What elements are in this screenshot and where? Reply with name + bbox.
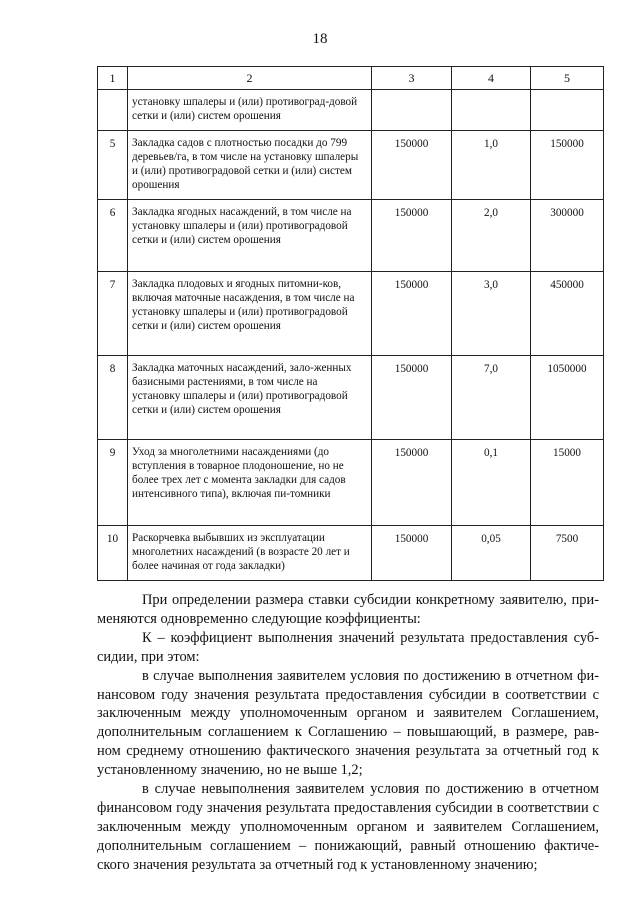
table-row	[98, 440, 604, 526]
row-rate: 150000	[394, 207, 429, 219]
row-number: 5	[109, 138, 116, 150]
row-description: Уход за многолетними насаждениями (до вступления в товарное плодоношение, но не более трех лет с момента закладки для садов интенсивного типа), включая пи-томники	[132, 446, 346, 500]
header-cell-3: 3	[372, 67, 452, 90]
row-number: 10	[106, 533, 119, 545]
row-number: 7	[109, 279, 116, 291]
row-description: установку шпалеры и (или) противоград-довой сетки и (или) систем орошения	[132, 96, 358, 122]
row-total: 7500	[555, 533, 579, 545]
rates-table	[97, 66, 604, 581]
table-row	[98, 90, 604, 131]
header-cell-4: 4	[452, 67, 531, 90]
row-rate: 150000	[394, 533, 429, 545]
row-description: Закладка маточных насаждений, зало-женных базисными растениями, в том числе на установку шпалеры и (или) противоградовой сетки и (или) систем орошения	[132, 362, 352, 416]
row-coefficient	[452, 90, 530, 96]
row-description: Закладка ягодных насаждений, в том числе на установку шпалеры и (или) противоградовой сетки и (или) систем орошения	[132, 206, 352, 246]
paragraph: К – коэффициент выполнения значений результата предоставления суб-сидии, при этом:	[97, 629, 599, 665]
row-number: 9	[109, 447, 116, 459]
table-header-row	[98, 67, 604, 90]
page-number: 18	[312, 31, 328, 47]
row-rate: 150000	[394, 363, 429, 375]
row-rate	[372, 90, 451, 96]
row-coefficient: 3,0	[484, 279, 498, 291]
row-coefficient: 7,0	[484, 363, 498, 375]
header-cell-2: 2	[128, 67, 372, 90]
table-row	[98, 131, 604, 200]
row-total: 15000	[553, 447, 581, 459]
row-rate: 150000	[394, 447, 429, 459]
row-rate: 150000	[394, 279, 429, 291]
row-total: 150000	[550, 138, 584, 150]
row-description: Закладка плодовых и ягодных питомни-ков, включая маточные насаждения, в том числе на установку шпалеры и (или) противоградовой сетки и (или) систем орошения	[132, 278, 355, 332]
row-total: 1050000	[547, 363, 587, 375]
paragraph: в случае выполнения заявителем условия по достижению в отчетном фи-нансовом году значения результата предоставления субсидии в соответствии с заключенным между уполномоченным органом и заявителем Соглашением, дополнительным соглашением к Соглашению – повышающий, в размере, рав-ном среднему отношению фактического значения результата за отчетный год к установленному значению, но не выше 1,2;	[97, 667, 599, 779]
body-text	[97, 591, 599, 875]
header-cell-5: 5	[531, 67, 604, 90]
row-number: 6	[109, 207, 116, 219]
row-description: Закладка садов с плотностью посадки до 799 деревьев/га, в том числе на установку шпалеры и (или) противоградовой сетки и (или) систем орошения	[132, 137, 359, 191]
table-row	[98, 526, 604, 581]
row-rate: 150000	[394, 138, 429, 150]
row-coefficient: 2,0	[484, 207, 498, 219]
row-description: Раскорчевка выбывших из эксплуатации многолетних насаждений (в возрасте 20 лет и более начиная от года закладки)	[132, 532, 350, 572]
paragraph: При определении размера ставки субсидии конкретному заявителю, при-меняются одновременно следующие коэффициенты:	[97, 592, 599, 627]
table-row	[98, 356, 604, 440]
table-row	[98, 272, 604, 356]
row-coefficient: 0,1	[484, 447, 498, 459]
table-row	[98, 200, 604, 272]
header-cell-1: 1	[98, 67, 128, 90]
row-coefficient: 0,05	[481, 533, 501, 545]
row-number: 8	[109, 363, 116, 375]
paragraph: в случае невыполнения заявителем условия по достижению в отчетном финансовом году значения результата предоставления субсидии в соответствии с заключенным между уполномоченным органом и заявителем Соглашением, дополнительным соглашением – понижающий, равный отношению фактиче-ского значения результата за отчетный год к установленному значению;	[97, 781, 599, 873]
row-number	[98, 90, 127, 96]
row-total: 300000	[550, 207, 584, 219]
row-total	[531, 90, 603, 96]
row-coefficient: 1,0	[484, 138, 498, 150]
row-total: 450000	[550, 279, 584, 291]
